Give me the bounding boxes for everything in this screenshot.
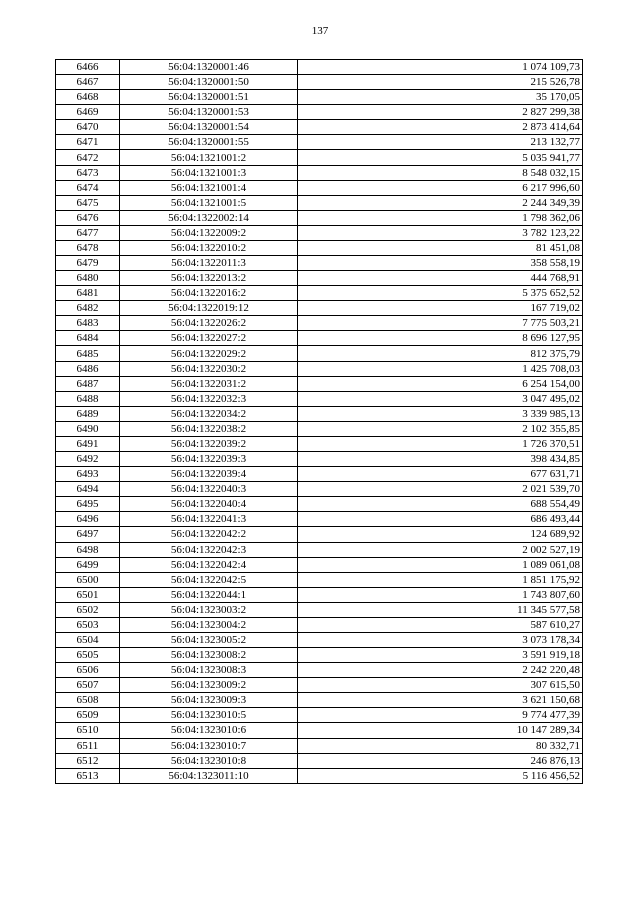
cadastral-value-cell: 2 827 299,38 xyxy=(298,105,583,120)
cadastral-value-cell: 5 116 456,52 xyxy=(298,768,583,783)
cadastral-value-cell: 3 047 495,02 xyxy=(298,391,583,406)
cadastral-value-cell: 3 339 985,13 xyxy=(298,406,583,421)
row-number-cell: 6488 xyxy=(56,391,120,406)
cadastral-number-cell: 56:04:1322031:2 xyxy=(120,376,298,391)
table-row xyxy=(56,60,583,75)
table-row xyxy=(56,617,583,632)
cadastral-value-cell: 11 345 577,58 xyxy=(298,602,583,617)
table-row xyxy=(56,195,583,210)
row-number-cell: 6495 xyxy=(56,497,120,512)
row-number-cell: 6489 xyxy=(56,406,120,421)
cadastral-value-cell: 9 774 477,39 xyxy=(298,708,583,723)
table-row xyxy=(56,376,583,391)
cadastral-number-cell: 56:04:1323008:2 xyxy=(120,648,298,663)
table-row xyxy=(56,75,583,90)
table-row xyxy=(56,361,583,376)
cadastral-value-cell: 3 621 150,68 xyxy=(298,693,583,708)
table-row xyxy=(56,271,583,286)
cadastral-number-cell: 56:04:1322042:5 xyxy=(120,572,298,587)
cadastral-value-cell: 307 615,50 xyxy=(298,678,583,693)
row-number-cell: 6471 xyxy=(56,135,120,150)
cadastral-value-cell: 2 242 220,48 xyxy=(298,663,583,678)
table-row xyxy=(56,587,583,602)
cadastral-number-cell: 56:04:1322029:2 xyxy=(120,346,298,361)
cadastral-value-cell: 398 434,85 xyxy=(298,452,583,467)
cadastral-value-cell: 3 073 178,34 xyxy=(298,632,583,647)
table-row xyxy=(56,678,583,693)
table-row xyxy=(56,331,583,346)
cadastral-value-cell: 1 074 109,73 xyxy=(298,60,583,75)
row-number-cell: 6503 xyxy=(56,617,120,632)
table-row xyxy=(56,286,583,301)
cadastral-value-cell: 5 035 941,77 xyxy=(298,150,583,165)
table-row xyxy=(56,482,583,497)
table-body xyxy=(56,60,583,784)
cadastral-value-cell: 35 170,05 xyxy=(298,90,583,105)
cadastral-value-cell: 167 719,02 xyxy=(298,301,583,316)
cadastral-number-cell: 56:04:1322032:3 xyxy=(120,391,298,406)
cadastral-number-cell: 56:04:1322039:3 xyxy=(120,452,298,467)
cadastral-number-cell: 56:04:1320001:55 xyxy=(120,135,298,150)
table-row xyxy=(56,512,583,527)
cadastral-value-cell: 80 332,71 xyxy=(298,738,583,753)
table-row xyxy=(56,708,583,723)
row-number-cell: 6505 xyxy=(56,648,120,663)
table-row xyxy=(56,648,583,663)
cadastral-number-cell: 56:04:1320001:46 xyxy=(120,60,298,75)
cadastral-number-cell: 56:04:1322040:3 xyxy=(120,482,298,497)
cadastral-value-cell: 10 147 289,34 xyxy=(298,723,583,738)
row-number-cell: 6510 xyxy=(56,723,120,738)
cadastral-value-cell: 3 782 123,22 xyxy=(298,225,583,240)
cadastral-value-cell: 5 375 652,52 xyxy=(298,286,583,301)
row-number-cell: 6478 xyxy=(56,240,120,255)
cadastral-number-cell: 56:04:1322034:2 xyxy=(120,406,298,421)
cadastral-value-cell: 81 451,08 xyxy=(298,240,583,255)
table-row xyxy=(56,421,583,436)
cadastral-value-cell: 7 775 503,21 xyxy=(298,316,583,331)
table-row xyxy=(56,135,583,150)
table-row xyxy=(56,105,583,120)
row-number-cell: 6480 xyxy=(56,271,120,286)
cadastral-number-cell: 56:04:1323010:7 xyxy=(120,738,298,753)
cadastral-value-cell: 2 244 349,39 xyxy=(298,195,583,210)
cadastral-value-cell: 3 591 919,18 xyxy=(298,648,583,663)
cadastral-value-cell: 8 696 127,95 xyxy=(298,331,583,346)
table-row xyxy=(56,256,583,271)
row-number-cell: 6467 xyxy=(56,75,120,90)
row-number-cell: 6466 xyxy=(56,60,120,75)
row-number-cell: 6494 xyxy=(56,482,120,497)
cadastral-value-cell: 686 493,44 xyxy=(298,512,583,527)
cadastral-value-cell: 124 689,92 xyxy=(298,527,583,542)
table-row xyxy=(56,240,583,255)
row-number-cell: 6513 xyxy=(56,768,120,783)
table-row xyxy=(56,90,583,105)
table-row xyxy=(56,150,583,165)
cadastral-number-cell: 56:04:1323004:2 xyxy=(120,617,298,632)
row-number-cell: 6501 xyxy=(56,587,120,602)
cadastral-value-cell: 6 254 154,00 xyxy=(298,376,583,391)
row-number-cell: 6472 xyxy=(56,150,120,165)
cadastral-value-cell: 2 102 355,85 xyxy=(298,421,583,436)
table-row xyxy=(56,346,583,361)
cadastral-number-cell: 56:04:1322042:2 xyxy=(120,527,298,542)
table-row xyxy=(56,210,583,225)
cadastral-value-cell: 444 768,91 xyxy=(298,271,583,286)
table-row xyxy=(56,753,583,768)
cadastral-number-cell: 56:04:1321001:5 xyxy=(120,195,298,210)
row-number-cell: 6468 xyxy=(56,90,120,105)
table-row xyxy=(56,452,583,467)
table-row xyxy=(56,542,583,557)
cadastral-number-cell: 56:04:1323010:8 xyxy=(120,753,298,768)
cadastral-number-cell: 56:04:1322011:3 xyxy=(120,256,298,271)
cadastral-number-cell: 56:04:1321001:3 xyxy=(120,165,298,180)
cadastral-value-cell: 213 132,77 xyxy=(298,135,583,150)
table-row xyxy=(56,632,583,647)
cadastral-number-cell: 56:04:1323011:10 xyxy=(120,768,298,783)
table-row xyxy=(56,738,583,753)
table-row xyxy=(56,497,583,512)
cadastral-value-cell: 1 089 061,08 xyxy=(298,557,583,572)
table-row xyxy=(56,436,583,451)
row-number-cell: 6483 xyxy=(56,316,120,331)
row-number-cell: 6485 xyxy=(56,346,120,361)
row-number-cell: 6511 xyxy=(56,738,120,753)
cadastral-number-cell: 56:04:1320001:51 xyxy=(120,90,298,105)
cadastral-value-cell: 1 743 807,60 xyxy=(298,587,583,602)
cadastral-number-cell: 56:04:1322042:3 xyxy=(120,542,298,557)
cadastral-number-cell: 56:04:1322042:4 xyxy=(120,557,298,572)
cadastral-number-cell: 56:04:1323005:2 xyxy=(120,632,298,647)
cadastral-number-cell: 56:04:1322013:2 xyxy=(120,271,298,286)
cadastral-value-cell: 1 425 708,03 xyxy=(298,361,583,376)
cadastral-number-cell: 56:04:1320001:54 xyxy=(120,120,298,135)
cadastral-number-cell: 56:04:1321001:4 xyxy=(120,180,298,195)
row-number-cell: 6484 xyxy=(56,331,120,346)
table-row xyxy=(56,572,583,587)
cadastral-value-cell: 2 021 539,70 xyxy=(298,482,583,497)
table-row xyxy=(56,663,583,678)
cadastral-value-cell: 8 548 032,15 xyxy=(298,165,583,180)
cadastral-value-cell: 688 554,49 xyxy=(298,497,583,512)
cadastral-number-cell: 56:04:1320001:50 xyxy=(120,75,298,90)
row-number-cell: 6512 xyxy=(56,753,120,768)
table-row xyxy=(56,225,583,240)
cadastral-value-cell: 812 375,79 xyxy=(298,346,583,361)
cadastral-value-cell: 215 526,78 xyxy=(298,75,583,90)
cadastral-number-cell: 56:04:1322009:2 xyxy=(120,225,298,240)
row-number-cell: 6491 xyxy=(56,436,120,451)
table-row xyxy=(56,391,583,406)
row-number-cell: 6497 xyxy=(56,527,120,542)
cadastral-value-cell: 677 631,71 xyxy=(298,467,583,482)
cadastral-value-cell: 2 002 527,19 xyxy=(298,542,583,557)
row-number-cell: 6473 xyxy=(56,165,120,180)
row-number-cell: 6509 xyxy=(56,708,120,723)
row-number-cell: 6492 xyxy=(56,452,120,467)
table-row xyxy=(56,527,583,542)
cadastral-number-cell: 56:04:1322039:2 xyxy=(120,436,298,451)
row-number-cell: 6476 xyxy=(56,210,120,225)
cadastral-number-cell: 56:04:1320001:53 xyxy=(120,105,298,120)
row-number-cell: 6499 xyxy=(56,557,120,572)
table-row xyxy=(56,693,583,708)
row-number-cell: 6490 xyxy=(56,421,120,436)
table-row xyxy=(56,467,583,482)
row-number-cell: 6479 xyxy=(56,256,120,271)
row-number-cell: 6493 xyxy=(56,467,120,482)
cadastral-value-cell: 587 610,27 xyxy=(298,617,583,632)
row-number-cell: 6507 xyxy=(56,678,120,693)
cadastral-number-cell: 56:04:1322026:2 xyxy=(120,316,298,331)
cadastral-number-cell: 56:04:1322038:2 xyxy=(120,421,298,436)
row-number-cell: 6475 xyxy=(56,195,120,210)
page-number: 137 xyxy=(311,25,329,37)
cadastral-value-cell: 1 726 370,51 xyxy=(298,436,583,451)
cadastral-number-cell: 56:04:1322044:1 xyxy=(120,587,298,602)
cadastral-value-cell: 6 217 996,60 xyxy=(298,180,583,195)
cadastral-value-cell: 358 558,19 xyxy=(298,256,583,271)
row-number-cell: 6470 xyxy=(56,120,120,135)
cadastral-number-cell: 56:04:1323010:6 xyxy=(120,723,298,738)
table-row xyxy=(56,301,583,316)
cadastral-value-table xyxy=(55,59,583,784)
row-number-cell: 6498 xyxy=(56,542,120,557)
cadastral-number-cell: 56:04:1323003:2 xyxy=(120,602,298,617)
table-row xyxy=(56,406,583,421)
cadastral-number-cell: 56:04:1322002:14 xyxy=(120,210,298,225)
cadastral-number-cell: 56:04:1322027:2 xyxy=(120,331,298,346)
table-row xyxy=(56,723,583,738)
row-number-cell: 6474 xyxy=(56,180,120,195)
table-row xyxy=(56,316,583,331)
cadastral-number-cell: 56:04:1322040:4 xyxy=(120,497,298,512)
row-number-cell: 6508 xyxy=(56,693,120,708)
cadastral-number-cell: 56:04:1321001:2 xyxy=(120,150,298,165)
table-row xyxy=(56,768,583,783)
cadastral-value-cell: 1 798 362,06 xyxy=(298,210,583,225)
cadastral-value-cell: 246 876,13 xyxy=(298,753,583,768)
row-number-cell: 6496 xyxy=(56,512,120,527)
cadastral-value-cell: 1 851 175,92 xyxy=(298,572,583,587)
row-number-cell: 6486 xyxy=(56,361,120,376)
table-row xyxy=(56,120,583,135)
cadastral-number-cell: 56:04:1323008:3 xyxy=(120,663,298,678)
row-number-cell: 6504 xyxy=(56,632,120,647)
table-row xyxy=(56,557,583,572)
table-row xyxy=(56,602,583,617)
cadastral-number-cell: 56:04:1322039:4 xyxy=(120,467,298,482)
table-row xyxy=(56,180,583,195)
row-number-cell: 6506 xyxy=(56,663,120,678)
cadastral-number-cell: 56:04:1323009:3 xyxy=(120,693,298,708)
row-number-cell: 6502 xyxy=(56,602,120,617)
cadastral-number-cell: 56:04:1322041:3 xyxy=(120,512,298,527)
cadastral-number-cell: 56:04:1322016:2 xyxy=(120,286,298,301)
row-number-cell: 6469 xyxy=(56,105,120,120)
row-number-cell: 6487 xyxy=(56,376,120,391)
cadastral-number-cell: 56:04:1322010:2 xyxy=(120,240,298,255)
table-row xyxy=(56,165,583,180)
cadastral-number-cell: 56:04:1323009:2 xyxy=(120,678,298,693)
row-number-cell: 6477 xyxy=(56,225,120,240)
row-number-cell: 6482 xyxy=(56,301,120,316)
cadastral-number-cell: 56:04:1322019:12 xyxy=(120,301,298,316)
cadastral-number-cell: 56:04:1322030:2 xyxy=(120,361,298,376)
cadastral-number-cell: 56:04:1323010:5 xyxy=(120,708,298,723)
row-number-cell: 6481 xyxy=(56,286,120,301)
row-number-cell: 6500 xyxy=(56,572,120,587)
cadastral-value-cell: 2 873 414,64 xyxy=(298,120,583,135)
